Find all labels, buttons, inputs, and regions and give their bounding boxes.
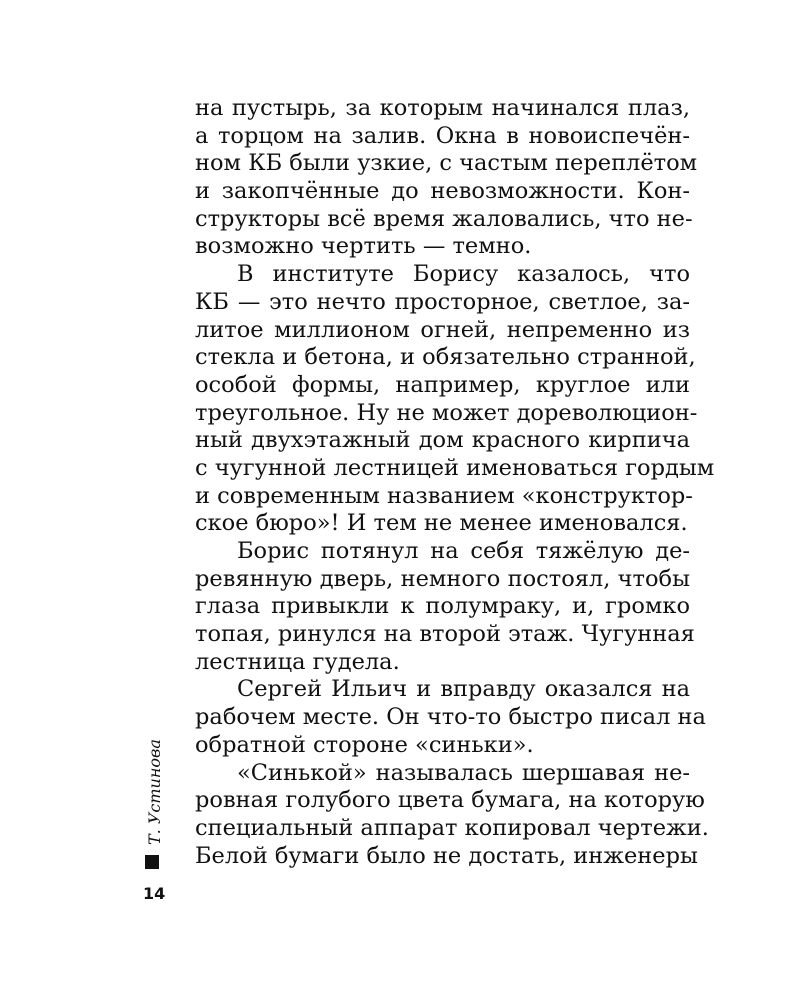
page-number: 14 bbox=[143, 884, 166, 903]
text-line: возможно чертить — темно. bbox=[195, 233, 532, 260]
text-line: рабочем месте. Он что-то быстро писал на bbox=[195, 704, 706, 731]
text-line: Борис потянул на себя тяжёлую де- bbox=[237, 538, 690, 564]
text-line: ровная голубого цвета бумага, на которую bbox=[195, 787, 705, 814]
text-line: В институте Борису казалось, что bbox=[237, 261, 690, 288]
text-line: «Синькой» называлась шершавая не- bbox=[237, 759, 690, 786]
text-line: литое миллионом огней, непременно из bbox=[195, 316, 690, 343]
author-name: Т. Устинова bbox=[145, 739, 164, 845]
text-line: треугольное. Ну не может дореволюцион- bbox=[195, 399, 698, 426]
text-line: специальный аппарат копировал чертежи. bbox=[195, 814, 709, 841]
square-marker-icon bbox=[145, 855, 159, 869]
text-line: топая, ринулся на второй этаж. Чугунная bbox=[195, 621, 695, 648]
text-line: Белой бумаги было не достать, инженеры bbox=[195, 842, 698, 869]
text-line: ный двухэтажный дом красного кирпича bbox=[195, 427, 690, 454]
text-line: стекла и бетона, и обязательно странной, bbox=[195, 344, 696, 371]
text-line: лестница гудела. bbox=[195, 648, 400, 675]
text-line: глаза привыкли к полумраку, и, громко bbox=[195, 593, 690, 620]
text-line: ское бюро»! И тем не менее именовался. bbox=[195, 510, 688, 537]
text-line: обратной стороне «синьки». bbox=[195, 731, 534, 758]
text-line: с чугунной лестницей именоваться гордым bbox=[195, 454, 715, 481]
text-line: на пустырь, за которым начинался плаз, bbox=[195, 95, 690, 121]
text-line: ном КБ были узкие, с частым переплётом bbox=[195, 150, 698, 177]
body-text bbox=[195, 95, 715, 870]
text-line: Сергей Ильич и вправду оказался на bbox=[237, 676, 690, 703]
text-line: и закопчённые до невозможности. Кон- bbox=[195, 178, 690, 205]
text-line: а торцом на залив. Окна в новоиспечён- bbox=[195, 122, 690, 149]
running-author bbox=[143, 739, 164, 845]
text-line: особой формы, например, круглое или bbox=[195, 371, 690, 398]
text-line: и современным названием «конструктор- bbox=[195, 482, 693, 509]
text-line: КБ — это нечто просторное, светлое, за- bbox=[195, 288, 690, 315]
text-line: ревянную дверь, немного постоял, чтобы bbox=[195, 565, 690, 592]
text-line: структоры всё время жаловались, что не- bbox=[195, 205, 693, 232]
